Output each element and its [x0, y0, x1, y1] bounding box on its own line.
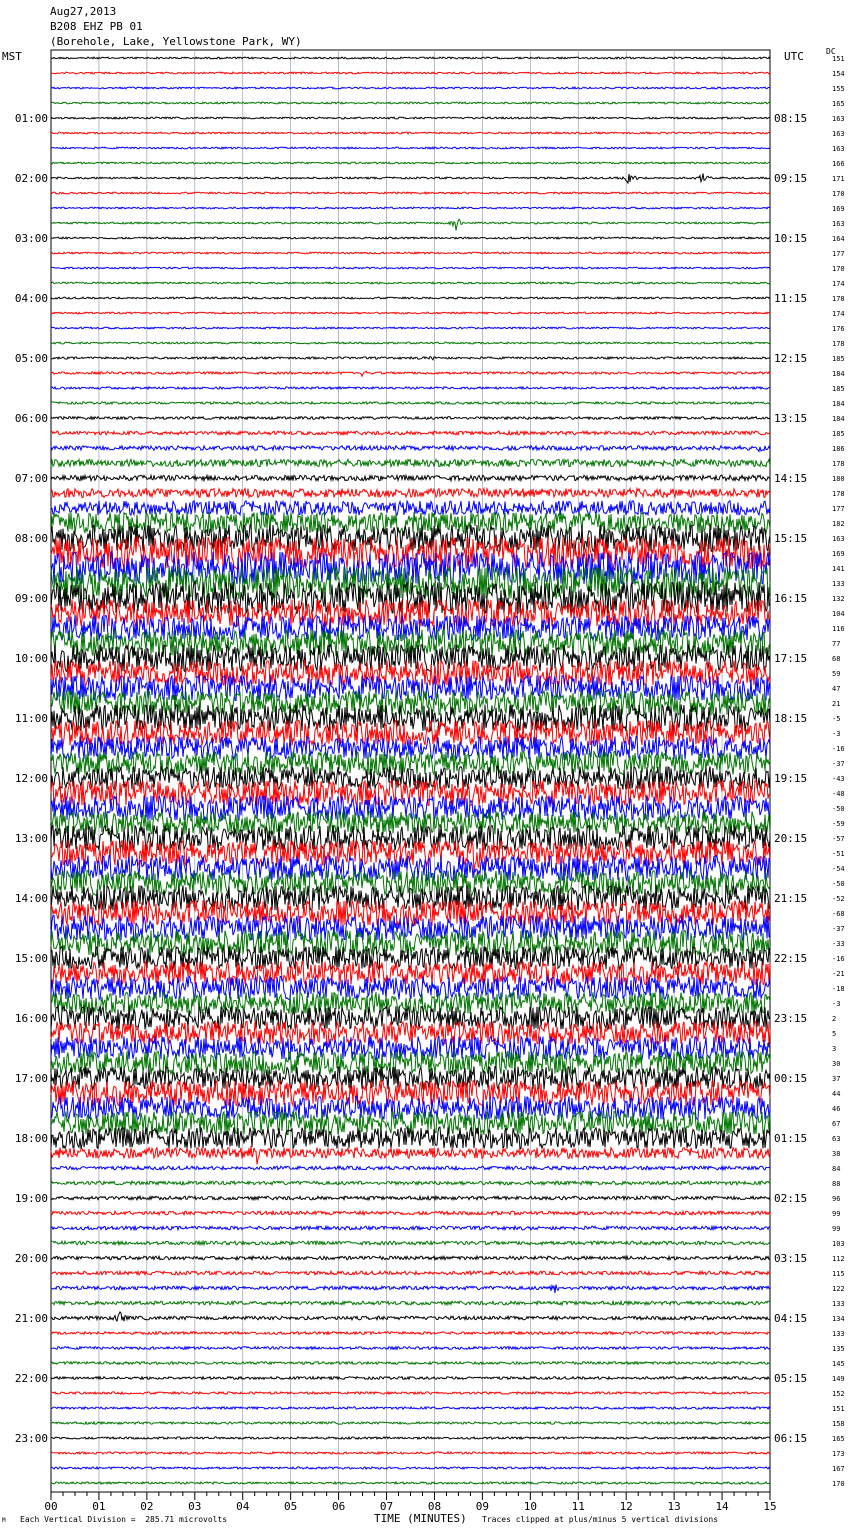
- seismic-trace: [51, 431, 770, 435]
- dc-offset-label: 165: [832, 1435, 845, 1443]
- dc-offset-label: -3: [832, 730, 841, 738]
- seismic-trace: [51, 342, 770, 344]
- seismic-trace: [51, 237, 770, 239]
- dc-offset-label: 164: [832, 235, 845, 243]
- dc-offset-label: 84: [832, 1165, 841, 1173]
- dc-offset-label: 37: [832, 1075, 841, 1083]
- dc-offset-label: 178: [832, 460, 845, 468]
- dc-offset-label: 174: [832, 310, 845, 318]
- dc-offset-label: 38: [832, 1150, 841, 1158]
- dc-offset-label: 170: [832, 1480, 845, 1488]
- dc-offset-label: 184: [832, 415, 845, 423]
- dc-offset-label: -51: [832, 850, 845, 858]
- dc-offset-label: -59: [832, 820, 845, 828]
- right-hour-label: 22:15: [774, 952, 808, 965]
- dc-offset-label: 133: [832, 1330, 845, 1338]
- dc-offset-label: 68: [832, 655, 841, 663]
- dc-offset-label: -5: [832, 715, 841, 723]
- seismic-trace: [51, 147, 770, 149]
- seismic-trace: [51, 1181, 770, 1185]
- x-tick-label: 03: [188, 1500, 202, 1513]
- dc-offset-label: 158: [832, 1420, 845, 1428]
- dc-offset-label: 47: [832, 685, 841, 693]
- dc-offset-label: 177: [832, 505, 845, 513]
- dc-offset-label: 176: [832, 325, 845, 333]
- dc-offset-label: 5: [832, 1030, 837, 1038]
- dc-offset-label: 165: [832, 100, 845, 108]
- left-hour-label: 14:00: [14, 892, 48, 905]
- seismic-trace: [51, 297, 770, 299]
- seismic-trace: [51, 1362, 770, 1365]
- x-tick-label: 10: [523, 1500, 537, 1513]
- x-tick-label: 05: [284, 1500, 298, 1513]
- dc-offset-label: 149: [832, 1375, 845, 1383]
- left-hour-label: 22:00: [14, 1372, 48, 1385]
- left-hour-label: 17:00: [14, 1072, 48, 1085]
- dc-offset-label: 169: [832, 550, 845, 558]
- seismic-trace: [51, 357, 770, 360]
- right-hour-label: 03:15: [774, 1252, 808, 1265]
- seismic-trace: [51, 1377, 770, 1380]
- dc-offset-label: 185: [832, 385, 845, 393]
- dc-offset-label: 171: [832, 175, 845, 183]
- seismic-trace: [51, 371, 770, 376]
- dc-offset-label: -3: [832, 1000, 841, 1008]
- seismic-trace: [51, 1166, 770, 1170]
- right-hour-label: 21:15: [774, 892, 808, 905]
- dc-offset-label: 103: [832, 1240, 845, 1248]
- left-hour-label: 03:00: [14, 232, 48, 245]
- left-timezone-label: MST: [2, 50, 22, 63]
- right-hour-label: 19:15: [774, 772, 808, 785]
- left-hour-label: 08:00: [14, 532, 48, 545]
- dc-offset-label: -33: [832, 940, 845, 948]
- dc-offset-label: 163: [832, 115, 845, 123]
- dc-offset-label: 173: [832, 1450, 845, 1458]
- dc-offset-label: 178: [832, 340, 845, 348]
- dc-offset-label: -16: [832, 745, 845, 753]
- dc-offset-label: 185: [832, 355, 845, 363]
- seismic-trace: [51, 1467, 770, 1469]
- dc-offset-label: 115: [832, 1270, 845, 1278]
- dc-offset-label: 178: [832, 295, 845, 303]
- dc-offset-label: 170: [832, 265, 845, 273]
- dc-offset-label: 169: [832, 205, 845, 213]
- dc-offset-label: 30: [832, 1060, 841, 1068]
- seismic-trace: [51, 162, 770, 164]
- seismic-trace: [51, 402, 770, 404]
- seismic-trace: [51, 57, 770, 59]
- seismic-trace: [51, 459, 770, 466]
- seismic-trace: [51, 132, 770, 134]
- left-hour-label: 10:00: [14, 652, 48, 665]
- dc-offset-label: 154: [832, 70, 845, 78]
- left-hour-label: 20:00: [14, 1252, 48, 1265]
- dc-label: DC: [826, 47, 836, 56]
- dc-offset-label: 167: [832, 1465, 845, 1473]
- left-hour-label: 23:00: [14, 1432, 48, 1445]
- corner-mark: M: [2, 1517, 6, 1524]
- dc-offset-label: 184: [832, 370, 845, 378]
- seismic-trace: [51, 1482, 770, 1484]
- left-hour-label: 16:00: [14, 1012, 48, 1025]
- dc-offset-label: 59: [832, 670, 841, 678]
- x-tick-label: 12: [619, 1500, 633, 1513]
- dc-offset-label: 163: [832, 535, 845, 543]
- left-hour-label: 04:00: [14, 292, 48, 305]
- dc-offset-label: 151: [832, 1405, 845, 1413]
- seismic-trace: [51, 1096, 770, 1119]
- seismic-trace: [51, 387, 770, 389]
- seismic-trace: [51, 1312, 770, 1321]
- right-hour-label: 18:15: [774, 712, 808, 725]
- dc-offset-label: -48: [832, 790, 845, 798]
- x-tick-label: 02: [140, 1500, 154, 1513]
- seismic-trace: [51, 417, 770, 420]
- seismic-trace: [51, 207, 770, 209]
- dc-offset-label: 77: [832, 640, 841, 648]
- dc-offset-label: 185: [832, 430, 845, 438]
- dc-offset-label: -18: [832, 985, 845, 993]
- dc-offset-label: -37: [832, 925, 845, 933]
- dc-offset-label: 134: [832, 1315, 845, 1323]
- right-hour-label: 06:15: [774, 1432, 808, 1445]
- right-timezone-label: UTC: [784, 50, 804, 63]
- seismic-trace: [51, 1196, 770, 1200]
- seismic-trace: [51, 1211, 770, 1215]
- dc-offset-label: 88: [832, 1180, 841, 1188]
- seismic-trace: [51, 1407, 770, 1409]
- dc-offset-label: 177: [832, 250, 845, 258]
- seismic-trace: [51, 1226, 770, 1230]
- dc-offset-label: 182: [832, 520, 845, 528]
- seismic-trace: [51, 252, 770, 254]
- dc-offset-label: -50: [832, 805, 845, 813]
- right-hour-label: 00:15: [774, 1072, 808, 1085]
- x-tick-label: 08: [427, 1500, 442, 1513]
- dc-offset-label: 151: [832, 55, 845, 63]
- seismic-trace: [51, 1285, 770, 1293]
- right-hour-label: 08:15: [774, 112, 808, 125]
- seismic-trace: [51, 1347, 770, 1350]
- seismic-trace: [51, 1021, 770, 1044]
- left-hour-label: 15:00: [14, 952, 48, 965]
- seismic-trace: [51, 174, 770, 184]
- seismic-trace: [51, 1256, 770, 1260]
- dc-offset-label: 145: [832, 1360, 845, 1368]
- seismic-trace: [51, 1452, 770, 1454]
- x-tick-label: 14: [715, 1500, 729, 1513]
- seismic-trace: [51, 192, 770, 194]
- right-hour-label: 09:15: [774, 172, 808, 185]
- dc-offset-label: 178: [832, 490, 845, 498]
- dc-offset-label: 112: [832, 1255, 845, 1263]
- dc-offset-label: 155: [832, 85, 845, 93]
- dc-offset-label: 180: [832, 475, 845, 483]
- dc-offset-label: 141: [832, 565, 845, 573]
- right-hour-label: 01:15: [774, 1132, 808, 1145]
- dc-offset-label: -21: [832, 970, 845, 978]
- right-hour-label: 14:15: [774, 472, 808, 485]
- right-hour-label: 12:15: [774, 352, 808, 365]
- x-tick-label: 09: [475, 1500, 490, 1513]
- seismic-trace: [51, 1422, 770, 1424]
- right-hour-label: 04:15: [774, 1312, 808, 1325]
- dc-offset-label: 122: [832, 1285, 845, 1293]
- seismic-trace: [51, 102, 770, 104]
- dc-offset-label: 152: [832, 1390, 845, 1398]
- dc-offset-label: -50: [832, 880, 845, 888]
- right-hour-label: 10:15: [774, 232, 808, 245]
- left-hour-label: 12:00: [14, 772, 48, 785]
- seismic-trace: [51, 1271, 770, 1275]
- dc-offset-label: 163: [832, 130, 845, 138]
- dc-offset-label: 104: [832, 610, 845, 618]
- dc-offset-label: -37: [832, 760, 845, 768]
- left-hour-label: 01:00: [14, 112, 48, 125]
- seismic-trace: [51, 475, 770, 480]
- dc-offset-label: 135: [832, 1345, 845, 1353]
- x-tick-label: 04: [236, 1500, 250, 1513]
- seismic-trace: [51, 1301, 770, 1305]
- dc-offset-label: -68: [832, 910, 845, 918]
- seismic-trace: [51, 219, 770, 230]
- seismic-trace: [51, 87, 770, 89]
- dc-offset-label: 44: [832, 1090, 841, 1098]
- x-tick-label: 11: [571, 1500, 585, 1513]
- dc-offset-label: 46: [832, 1105, 841, 1113]
- x-tick-label: 13: [667, 1500, 681, 1513]
- seismic-trace: [51, 327, 770, 329]
- dc-offset-label: 174: [832, 280, 845, 288]
- seismic-trace: [51, 1332, 770, 1335]
- dc-offset-label: 163: [832, 145, 845, 153]
- dc-offset-label: 132: [832, 595, 845, 603]
- seismic-trace: [51, 1392, 770, 1394]
- seismic-trace: [51, 961, 770, 984]
- dc-offset-label: 2: [832, 1015, 837, 1023]
- left-hour-label: 19:00: [14, 1192, 48, 1205]
- dc-offset-label: 21: [832, 700, 841, 708]
- dc-offset-label: -54: [832, 865, 845, 873]
- left-hour-label: 02:00: [14, 172, 48, 185]
- header-date: Aug27,2013: [50, 5, 117, 18]
- right-hour-label: 02:15: [774, 1192, 808, 1205]
- x-axis-title: TIME (MINUTES): [374, 1512, 467, 1525]
- dc-offset-label: 3: [832, 1045, 837, 1053]
- right-hour-label: 17:15: [774, 652, 808, 665]
- seismic-trace: [51, 489, 770, 498]
- x-tick-label: 01: [92, 1500, 106, 1513]
- seismic-trace: [51, 1146, 770, 1164]
- dc-offset-label: 99: [832, 1210, 841, 1218]
- seismic-trace: [51, 117, 770, 119]
- dc-offset-label: -43: [832, 775, 845, 783]
- left-hour-label: 13:00: [14, 832, 48, 845]
- scale-note: Each Vertical Division = 285.71 microvolts: [20, 1515, 228, 1524]
- seismic-trace: [51, 512, 770, 534]
- dc-offset-label: 63: [832, 1135, 841, 1143]
- right-hour-label: 16:15: [774, 592, 808, 605]
- left-hour-label: 06:00: [14, 412, 48, 425]
- seismic-trace: [51, 282, 770, 284]
- x-tick-label: 00: [44, 1500, 58, 1513]
- seismic-trace: [51, 1437, 770, 1439]
- seismic-trace: [51, 72, 770, 74]
- left-hour-label: 18:00: [14, 1132, 48, 1145]
- dc-offset-label: 116: [832, 625, 845, 633]
- dc-offset-label: 133: [832, 580, 845, 588]
- dc-offset-label: -16: [832, 955, 845, 963]
- right-hour-label: 13:15: [774, 412, 808, 425]
- right-hour-label: 20:15: [774, 832, 808, 845]
- dc-offset-label: -57: [832, 835, 845, 843]
- dc-offset-label: 166: [832, 160, 845, 168]
- dc-offset-label: 163: [832, 220, 845, 228]
- dc-offset-label: 99: [832, 1225, 841, 1233]
- right-hour-label: 23:15: [774, 1012, 808, 1025]
- left-hour-label: 05:00: [14, 352, 48, 365]
- x-tick-label: 07: [379, 1500, 394, 1513]
- seismic-trace: [51, 312, 770, 314]
- left-hour-label: 21:00: [14, 1312, 48, 1325]
- dc-offset-label: 67: [832, 1120, 841, 1128]
- seismic-trace: [51, 1241, 770, 1245]
- left-hour-label: 09:00: [14, 592, 48, 605]
- x-tick-label: 15: [763, 1500, 777, 1513]
- dc-offset-label: 133: [832, 1300, 845, 1308]
- dc-offset-label: 184: [832, 400, 845, 408]
- right-hour-label: 05:15: [774, 1372, 808, 1385]
- x-tick-label: 06: [331, 1500, 346, 1513]
- seismic-trace: [51, 446, 770, 452]
- right-hour-label: 11:15: [774, 292, 808, 305]
- right-hour-label: 15:15: [774, 532, 808, 545]
- seismic-trace: [51, 267, 770, 269]
- left-hour-label: 07:00: [14, 472, 48, 485]
- dc-offset-label: 186: [832, 445, 845, 453]
- seismic-trace: [51, 501, 770, 515]
- header-location: (Borehole, Lake, Yellowstone Park, WY): [50, 35, 302, 48]
- seismic-trace: [51, 915, 770, 940]
- dc-offset-label: 96: [832, 1195, 841, 1203]
- dc-offset-label: -52: [832, 895, 845, 903]
- left-hour-label: 11:00: [14, 712, 48, 725]
- clip-note: Traces clipped at plus/minus 5 vertical divisions: [482, 1515, 719, 1524]
- header-station: B208 EHZ PB 01: [50, 20, 143, 33]
- dc-offset-label: 170: [832, 190, 845, 198]
